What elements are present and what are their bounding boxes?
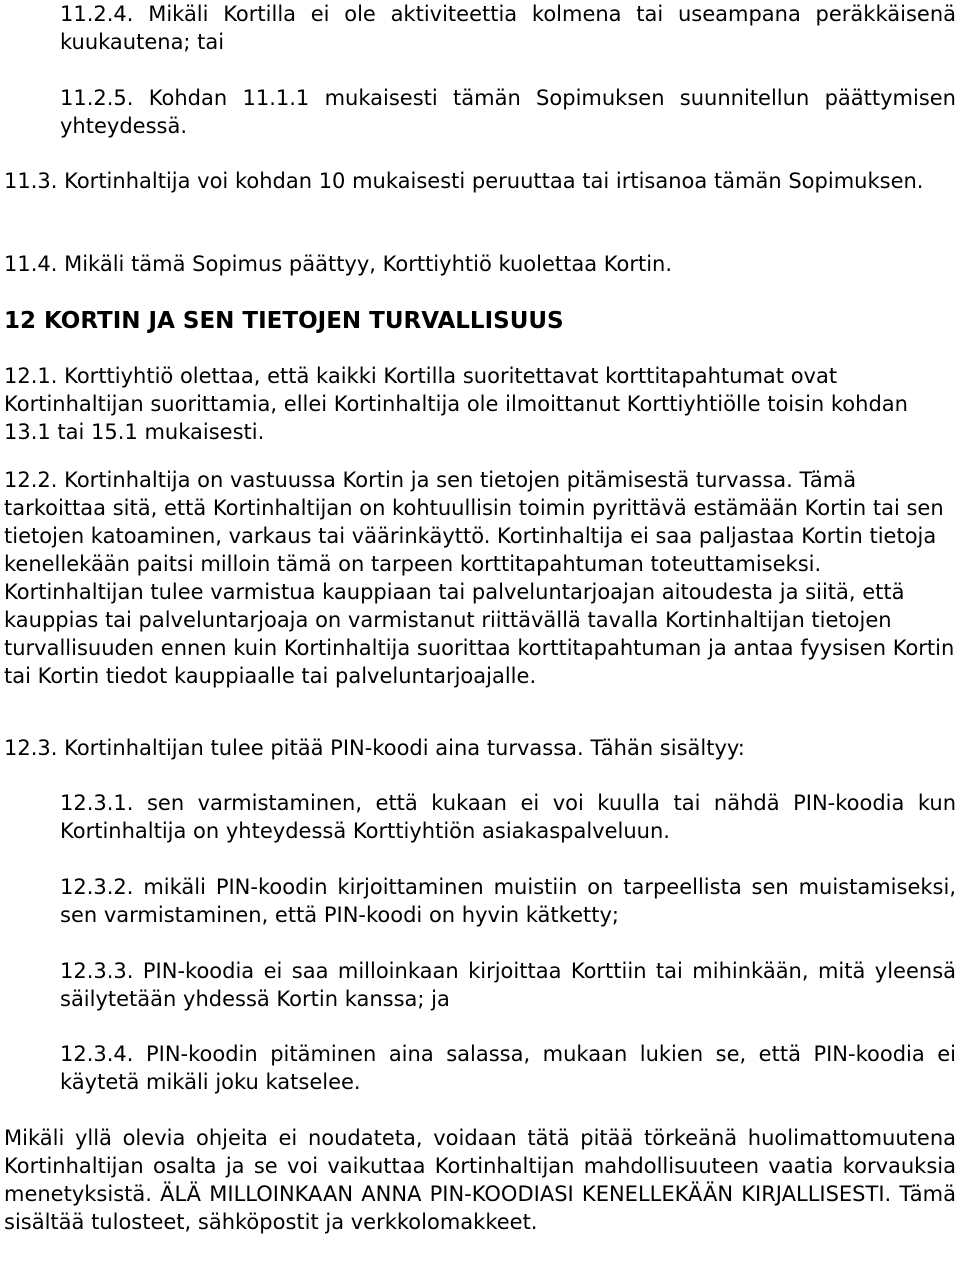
clause-11-3: 11.3. Kortinhaltija voi kohdan 10 mukaisesti peruuttaa tai irtisanoa tämän Sopimuksen. — [4, 169, 924, 193]
section-12-title: 12 KORTIN JA SEN TIETOJEN TURVALLISUUS — [4, 308, 564, 334]
clause-12-3-4: 12.3.4. PIN-koodin pitäminen aina salassa, mukaan lukien se, että PIN-koodia ei käytetä mikäli joku katselee. — [60, 1042, 956, 1094]
clause-11-2-4: 11.2.4. Mikäli Kortilla ei ole aktiviteettia kolmena tai useampana peräkkäisenä kuukautena; tai — [60, 2, 956, 54]
clause-12-2: 12.2. Kortinhaltija on vastuussa Kortin ja sen tietojen pitämisestä turvassa. Tämä tarkoittaa sitä, että Kortinhaltijan on kohtuullisin toimin pyrittävä estämään Kortin tai sen tietojen katoaminen, varkaus tai väärinkäyttö. Kortinhaltija ei saa paljastaa Kortin tietoja kenellekään paitsi milloin tämä on tarpeen korttitapahtuman toteuttamiseksi. Kortinhaltijan tulee varmistua kauppiaan tai palveluntarjoajan aitoudesta ja siitä, että kauppias tai palveluntarjoaja on varmistanut riittävällä tavalla Kortinhaltijan tietojen turvallisuuden ennen kuin Kortinhaltija suorittaa korttitapahtuman ja antaa fyysisen Kortin tai Kortin tiedot kauppiaalle tai palveluntarjoajalle. — [4, 468, 955, 688]
clause-12-1: 12.1. Korttiyhtiö olettaa, että kaikki Kortilla suoritettavat korttitapahtumat ovat Kortinhaltijan suorittamia, ellei Kortinhaltija ole ilmoittanut Korttiyhtiölle toisin kohdan 13.1 tai 15.1 mukaisesti. — [4, 364, 908, 444]
clause-12-3: 12.3. Kortinhaltijan tulee pitää PIN-koodi aina turvassa. Tähän sisältyy: — [4, 736, 745, 760]
clause-12-3-1: 12.3.1. sen varmistaminen, että kukaan ei voi kuulla tai nähdä PIN-koodia kun Kortinhaltija on yhteydessä Korttiyhtiön asiakaspalveluun. — [60, 791, 956, 843]
clause-12-3-2: 12.3.2. mikäli PIN-koodin kirjoittaminen muistiin on tarpeellista sen muistamiseksi, sen varmistaminen, että PIN-koodi on hyvin kätketty; — [60, 875, 956, 927]
clause-11-2-5: 11.2.5. Kohdan 11.1.1 mukaisesti tämän Sopimuksen suunnitellun päättymisen yhteydessä. — [60, 86, 956, 138]
clause-12-3-3: 12.3.3. PIN-koodia ei saa milloinkaan kirjoittaa Korttiin tai mihinkään, mitä yleensä säilytetään yhdessä Kortin kanssa; ja — [60, 959, 956, 1011]
clause-11-4: 11.4. Mikäli tämä Sopimus päättyy, Korttiyhtiö kuolettaa Kortin. — [4, 252, 673, 276]
closing-warning-paragraph: Mikäli yllä olevia ohjeita ei noudateta, voidaan tätä pitää törkeänä huolimattomuutena Kortinhaltijan osalta ja se voi vaikuttaa Kortinhaltijan mahdollisuuteen vaatia korvauksia menetyksistä. ÄLÄ MILLOINKAAN ANNA PIN-KOODIASI KENELLEKÄÄN KIRJALLISESTI. Tämä sisältää tulosteet, sähköpostit ja verkkolomakkeet. — [4, 1126, 956, 1234]
